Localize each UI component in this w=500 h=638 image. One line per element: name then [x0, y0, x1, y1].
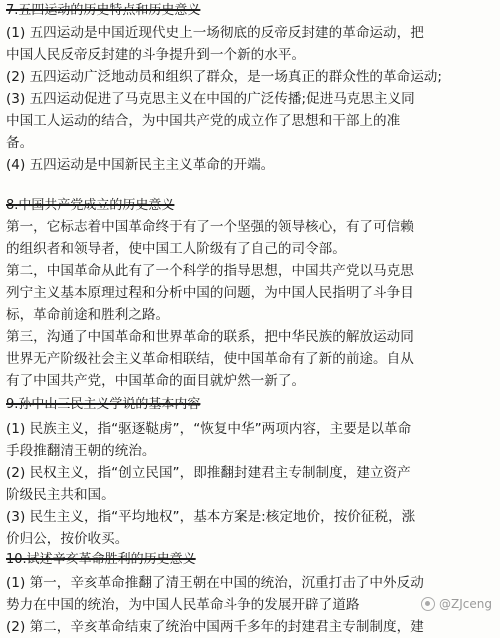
watermark-text: @ZJceng: [439, 597, 492, 611]
text-line: (2) 五四运动广泛地动员和组织了群众，是一场真正的群众性的革命运动;: [6, 69, 442, 85]
text-line: (3) 五四运动促进了马克思主义在中国的广泛传播;促进马克思主义同: [6, 91, 415, 107]
text-line: 阶级民主共和国。: [6, 487, 115, 503]
text-line: 列宁主义基本原理过程和分析中国的问题，为中国人民指明了斗争目: [6, 285, 414, 301]
section-title-10: 10.试述辛亥革命胜利的历史意义: [6, 552, 196, 567]
section-title-8: 8.中国共产党成立的历史意义: [6, 198, 175, 213]
text-line: (2) 第二，辛亥革命结束了统治中国两千多年的封建君主专制制度，建: [6, 619, 424, 635]
section-title-7: 7.五四运动的历史特点和历史意义: [6, 3, 201, 18]
text-line: 第三，沟通了中国革命和世界革命的联系，把中华民族的解放运动同: [6, 329, 414, 345]
text-line: 第一，它标志着中国革命终于有了一个坚强的领导核心，有了可信赖: [6, 219, 414, 235]
text-line: 势力在中国的统治，为中国人民革命斗争的发展开辟了道路: [6, 597, 360, 613]
text-line: 备。: [6, 135, 34, 151]
text-line: (1) 五四运动是中国近现代史上一场彻底的反帝反封建的革命运动，把: [6, 25, 424, 41]
text-line: 有了中国共产党，中国革命的面目就炉然一新了。: [6, 373, 306, 389]
text-line: (3) 民生主义，指“平均地权”，基本方案是:核定地价，按价征税，涨: [6, 509, 416, 525]
text-line: 的组织者和领导者，使中国工人阶级有了自己的司令部。: [6, 241, 346, 257]
text-line: 中国人民反帝反封建的斗争提升到一个新的水平。: [6, 47, 306, 63]
section-body-8: [6, 216, 496, 392]
text-line: (2) 民权主义，指“创立民国”，即推翻封建君主专制制度，建立资产: [6, 465, 411, 481]
text-line: 手段推翻清王朝的统治。: [6, 443, 156, 459]
section-title-9: 9.孙中山三民主义学说的基本内容: [6, 397, 201, 412]
camera-icon: [421, 597, 435, 611]
section-body-9: [6, 418, 496, 550]
text-line: 价归公，按价收买。: [6, 531, 129, 547]
text-line: 第二，中国革命从此有了一个科学的指导思想，中国共产党以马克思: [6, 263, 414, 279]
watermark: [421, 597, 492, 611]
text-line: 世界无产阶级社会主义革命相联结，使中国革命有了新的前途。自从: [6, 351, 414, 367]
text-line: (1) 民族主义，指“驱逐鞑虏”，“恢复中华”两项内容，主要是以革命: [6, 421, 412, 437]
text-line: (4) 五四运动是中国新民主主义革命的开端。: [6, 157, 275, 173]
text-line: (1) 第一，辛亥革命推翻了清王朝在中国的统治，沉重打击了中外反动: [6, 575, 424, 591]
text-line: 标，革命前途和胜利之路。: [6, 307, 170, 323]
section-body-7: [6, 22, 496, 176]
text-line: 中国工人运动的结合，为中国共产党的成立作了思想和干部上的准: [6, 113, 401, 129]
